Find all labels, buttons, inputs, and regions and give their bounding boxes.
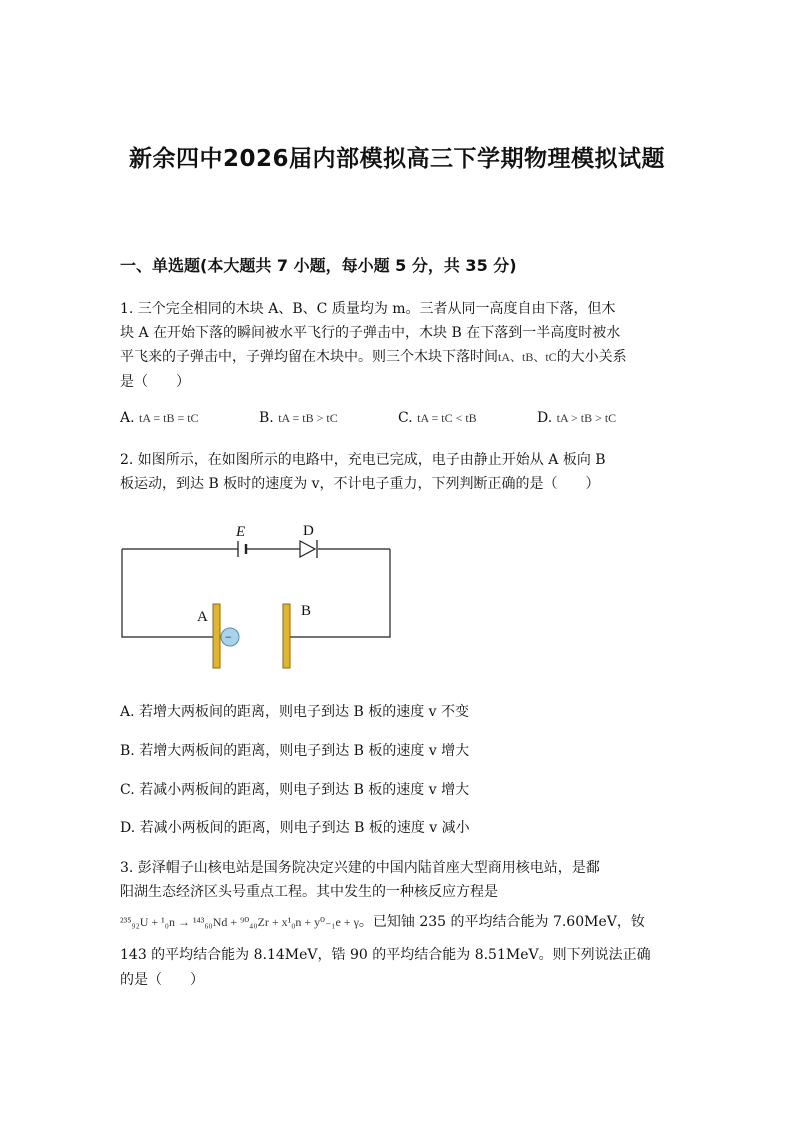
option-expr: tA = tC < tB (417, 411, 477, 425)
diode-label: D (303, 523, 314, 539)
option-expr: tA = tB = tC (139, 411, 199, 425)
q1-line-2: 块 A 在开始下落的瞬间被水平飞行的子弹击中，木块 B 在下落到一半高度时被水 (120, 325, 621, 341)
section-heading: 一、单选题(本大题共 7 小题，每小题 5 分，共 35 分) (120, 256, 517, 275)
q1-option-d[interactable] (537, 410, 616, 426)
q3-line-1: 3. 彭泽帽子山核电站是国务院决定兴建的中国内陆首座大型商用核电站，是鄱 (120, 860, 600, 876)
plate-b-label: B (301, 603, 312, 619)
circuit-diagram (110, 515, 410, 680)
q2-option-d[interactable]: D. 若减小两板间的距离，则电子到达 B 板的速度 v 减小 (120, 820, 470, 836)
plate-b (283, 604, 290, 668)
q3-line-5: 的是（ ） (120, 972, 204, 988)
q3-line-4: 143 的平均结合能为 8.14MeV，锆 90 的平均结合能为 8.51MeV。则下列说法正确 (120, 947, 651, 963)
q1-line-3-text: 平飞来的子弹击中，子弹均留在木块中。则三个木块下落时间 (120, 349, 498, 365)
q2-option-c[interactable]: C. 若减小两板间的距离，则电子到达 B 板的速度 v 增大 (120, 782, 470, 798)
q1-option-a[interactable] (120, 410, 199, 426)
q1-option-c[interactable] (398, 410, 477, 426)
q3-line-2: 阳湖生态经济区头号重点工程。其中发生的一种核反应方程是 (120, 884, 498, 900)
option-expr: tA > tB > tC (556, 411, 617, 425)
battery-label: E (236, 524, 246, 540)
option-expr: tA = tB > tC (278, 411, 338, 425)
q1-line-4: 是（ ） (120, 374, 190, 390)
q1-option-b[interactable] (259, 410, 338, 426)
q1-line-3 (120, 347, 627, 367)
q1-line-1: 1. 三个完全相同的木块 A、B、C 质量均为 m。三者从同一高度自由下落，但木 (120, 301, 616, 317)
q2-option-b[interactable]: B. 若增大两板间的距离，则电子到达 B 板的速度 v 增大 (120, 743, 470, 759)
electron-charge: − (225, 630, 232, 644)
plate-a (213, 604, 220, 668)
plate-a-label: A (197, 609, 208, 625)
option-label: C. (398, 410, 413, 426)
q2-option-a[interactable]: A. 若增大两板间的距离，则电子到达 B 板的速度 v 不变 (120, 704, 470, 720)
q1-time-symbols: tA、tB、tC (498, 350, 557, 364)
option-label: D. (537, 410, 553, 426)
option-label: B. (259, 410, 274, 426)
option-label: A. (120, 410, 135, 426)
diode-triangle (300, 541, 315, 557)
q1-line-3-tail: 的大小关系 (556, 349, 627, 365)
q2-line-1: 2. 如图所示，在如图所示的电路中，充电已完成，电子由静止开始从 A 板向 B (120, 452, 606, 468)
page-title: 新余四中2026届内部模拟高三下学期物理模拟试题 (128, 146, 665, 172)
q3-line-3-tail: 。已知铀 235 的平均结合能为 7.60MeV，钕 (358, 914, 645, 930)
circuit-wire-right (290, 549, 390, 637)
nuclear-equation: ²³⁵₉₂U + ¹₀n → ¹⁴³₆₀Nd + ⁹⁰₄₀Zr + x¹₀n + y⁰₋₁e + γ (120, 915, 359, 929)
q2-line-2: 板运动，到达 B 板时的速度为 v，不计电子重力，下列判断正确的是（ ） (120, 476, 600, 492)
q3-line-3 (120, 912, 645, 932)
